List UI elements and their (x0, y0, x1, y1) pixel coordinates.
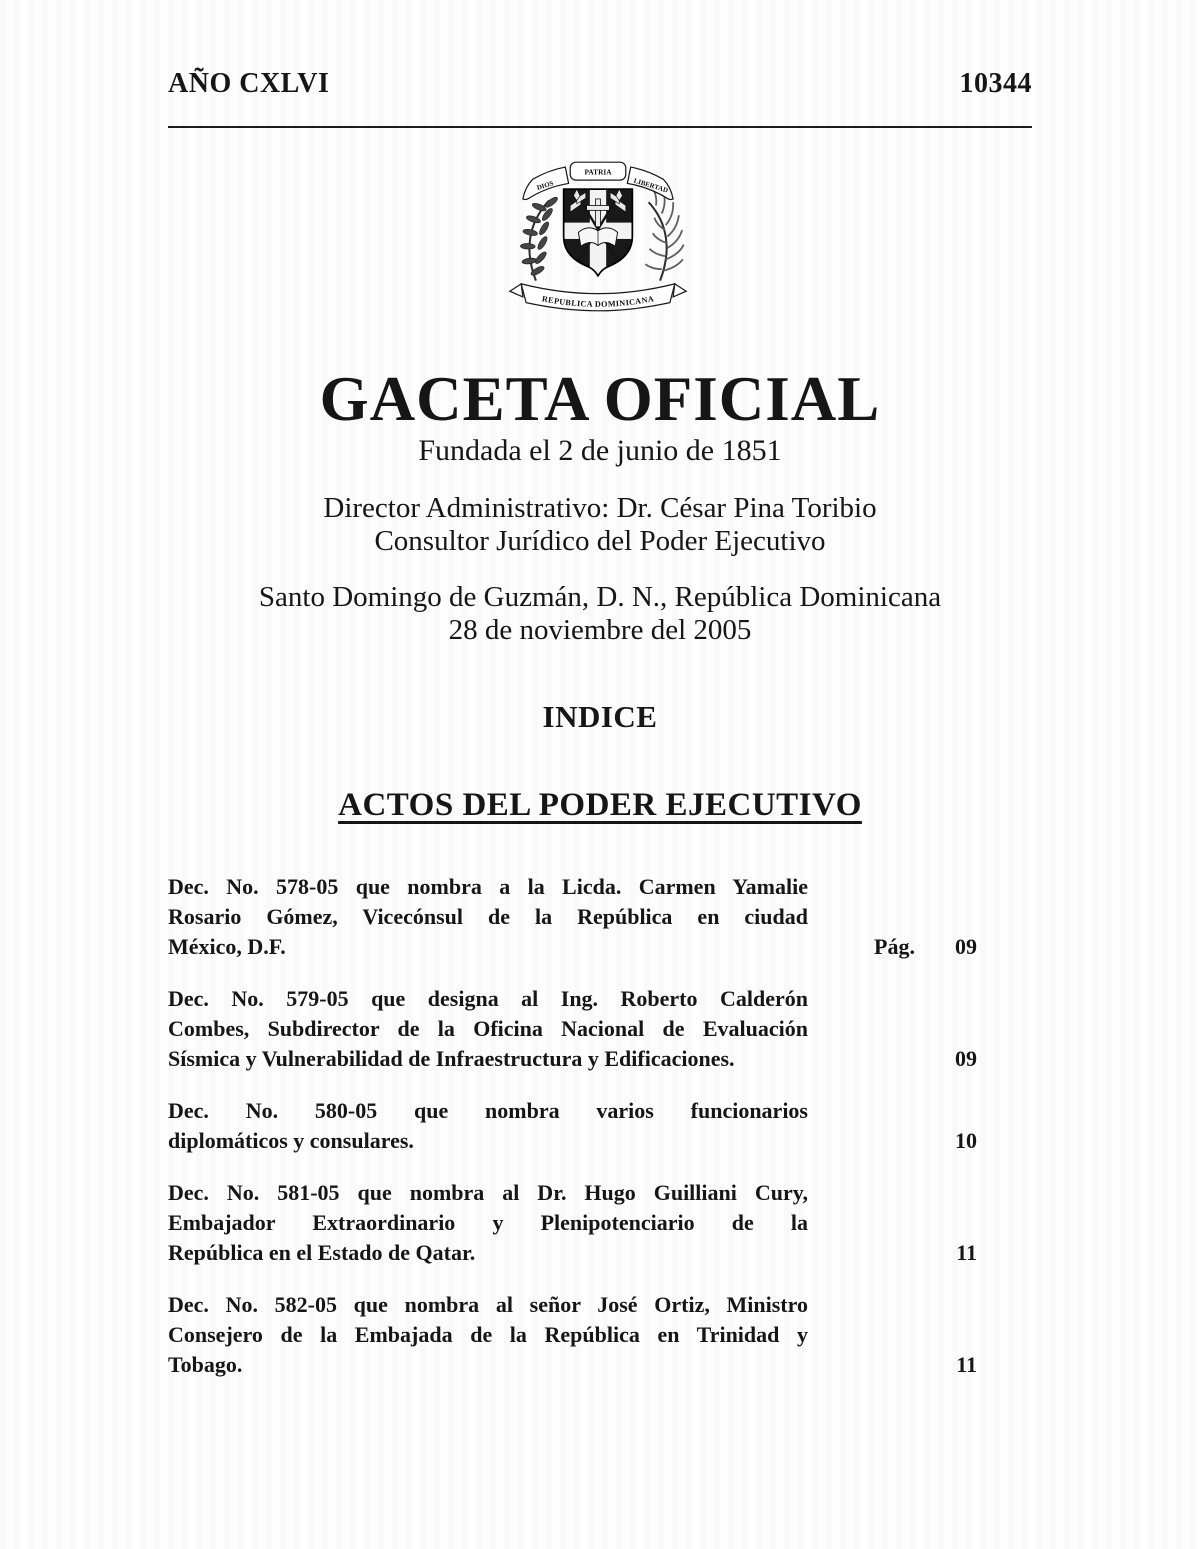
toc-entry (168, 1290, 1032, 1380)
date-line: 28 de noviembre del 2005 (448, 614, 752, 646)
toc-entry (168, 1178, 1032, 1268)
palm-branch-icon (645, 186, 683, 281)
director-line: Director Administrativo: Dr. César Pina Toribio (323, 492, 877, 524)
ribbon-bottom (510, 284, 686, 311)
city-line: Santo Domingo de Guzmán, D. N., República Dominicana (258, 581, 942, 613)
toc-entry-line: Tobago. (168, 1352, 243, 1377)
toc-entry-page (808, 932, 1032, 962)
motto-bottom: REPUBLICA DOMINICANA (541, 294, 655, 309)
consultor-line: Consultor Jurídico del Poder Ejecutivo (374, 525, 826, 557)
toc-entry-line: Consejero de la Embajada de la República en Trinidad y (168, 1322, 808, 1347)
toc-entry-line: Combes, Subdirector de la Oficina Nacional de Evaluación (168, 1016, 808, 1041)
toc-entry-page (808, 1044, 1032, 1074)
toc-entry-text (168, 1178, 808, 1268)
page-number: 09 (955, 934, 977, 959)
founded-line: Fundada el 2 de junio de 1851 (418, 434, 782, 467)
page-number: 11 (956, 1352, 977, 1377)
gazette-title: GACETA OFICIAL (319, 364, 881, 434)
shield (564, 189, 633, 276)
toc-entry-line: Dec. No. 580-05 que nombra varios funcionarios (168, 1098, 808, 1123)
toc-entry-text (168, 1290, 808, 1380)
toc-entry (168, 1096, 1032, 1156)
table-of-contents (168, 872, 1032, 1402)
page-label: Pág. (874, 934, 915, 959)
laurel-branch-icon (520, 195, 559, 280)
toc-entry-line: Dec. No. 581-05 que nombra al Dr. Hugo Guilliani Cury, (168, 1180, 808, 1205)
toc-entry-line: Embajador Extraordinario y Plenipotenciario de la (168, 1210, 808, 1235)
toc-entry-text (168, 872, 808, 962)
director-block (0, 492, 1200, 558)
bible-book-icon (578, 228, 617, 246)
toc-entry-page (808, 1350, 1032, 1380)
dominican-coat-of-arms-icon (500, 146, 696, 327)
page-number: 09 (955, 1046, 977, 1071)
toc-entry-line: diplomáticos y consulares. (168, 1128, 414, 1153)
toc-entry (168, 872, 1032, 962)
motto-libertad: LIBERTAD (632, 176, 669, 195)
toc-entry-line: México, D.F. (168, 934, 286, 959)
toc-entry-line: Sísmica y Vulnerabilidad de Infraestructura y Edificaciones. (168, 1046, 735, 1071)
toc-entry-line: Dec. No. 582-05 que nombra al señor José Ortiz, Ministro (168, 1292, 808, 1317)
header-divider (168, 126, 1032, 128)
toc-entry-text (168, 984, 808, 1074)
toc-entry-line: Rosario Gómez, Vicecónsul de la República en ciudad (168, 904, 808, 929)
toc-entry-line: Dec. No. 579-05 que designa al Ing. Roberto Calderón (168, 986, 808, 1011)
toc-entry-line: República en el Estado de Qatar. (168, 1240, 476, 1265)
toc-entry-page (808, 1126, 1032, 1156)
toc-entry-page (808, 1238, 1032, 1268)
toc-entry-line: Dec. No. 578-05 que nombra a la Licda. Carmen Yamalie (168, 874, 808, 899)
motto-patria: PATRIA (584, 167, 612, 177)
page-number: 11 (956, 1240, 977, 1265)
index-title: INDICE (542, 699, 658, 734)
location-block (0, 581, 1200, 647)
page-header (168, 68, 1032, 100)
toc-entry (168, 984, 1032, 1074)
toc-entry-text (168, 1096, 808, 1156)
motto-dios: DIOS (535, 179, 555, 192)
edition-year: AÑO CXLVI (168, 68, 330, 99)
page-number: 10 (955, 1128, 977, 1153)
issue-number: 10344 (959, 68, 1032, 99)
section-title: ACTOS DEL PODER EJECUTIVO (338, 787, 862, 823)
